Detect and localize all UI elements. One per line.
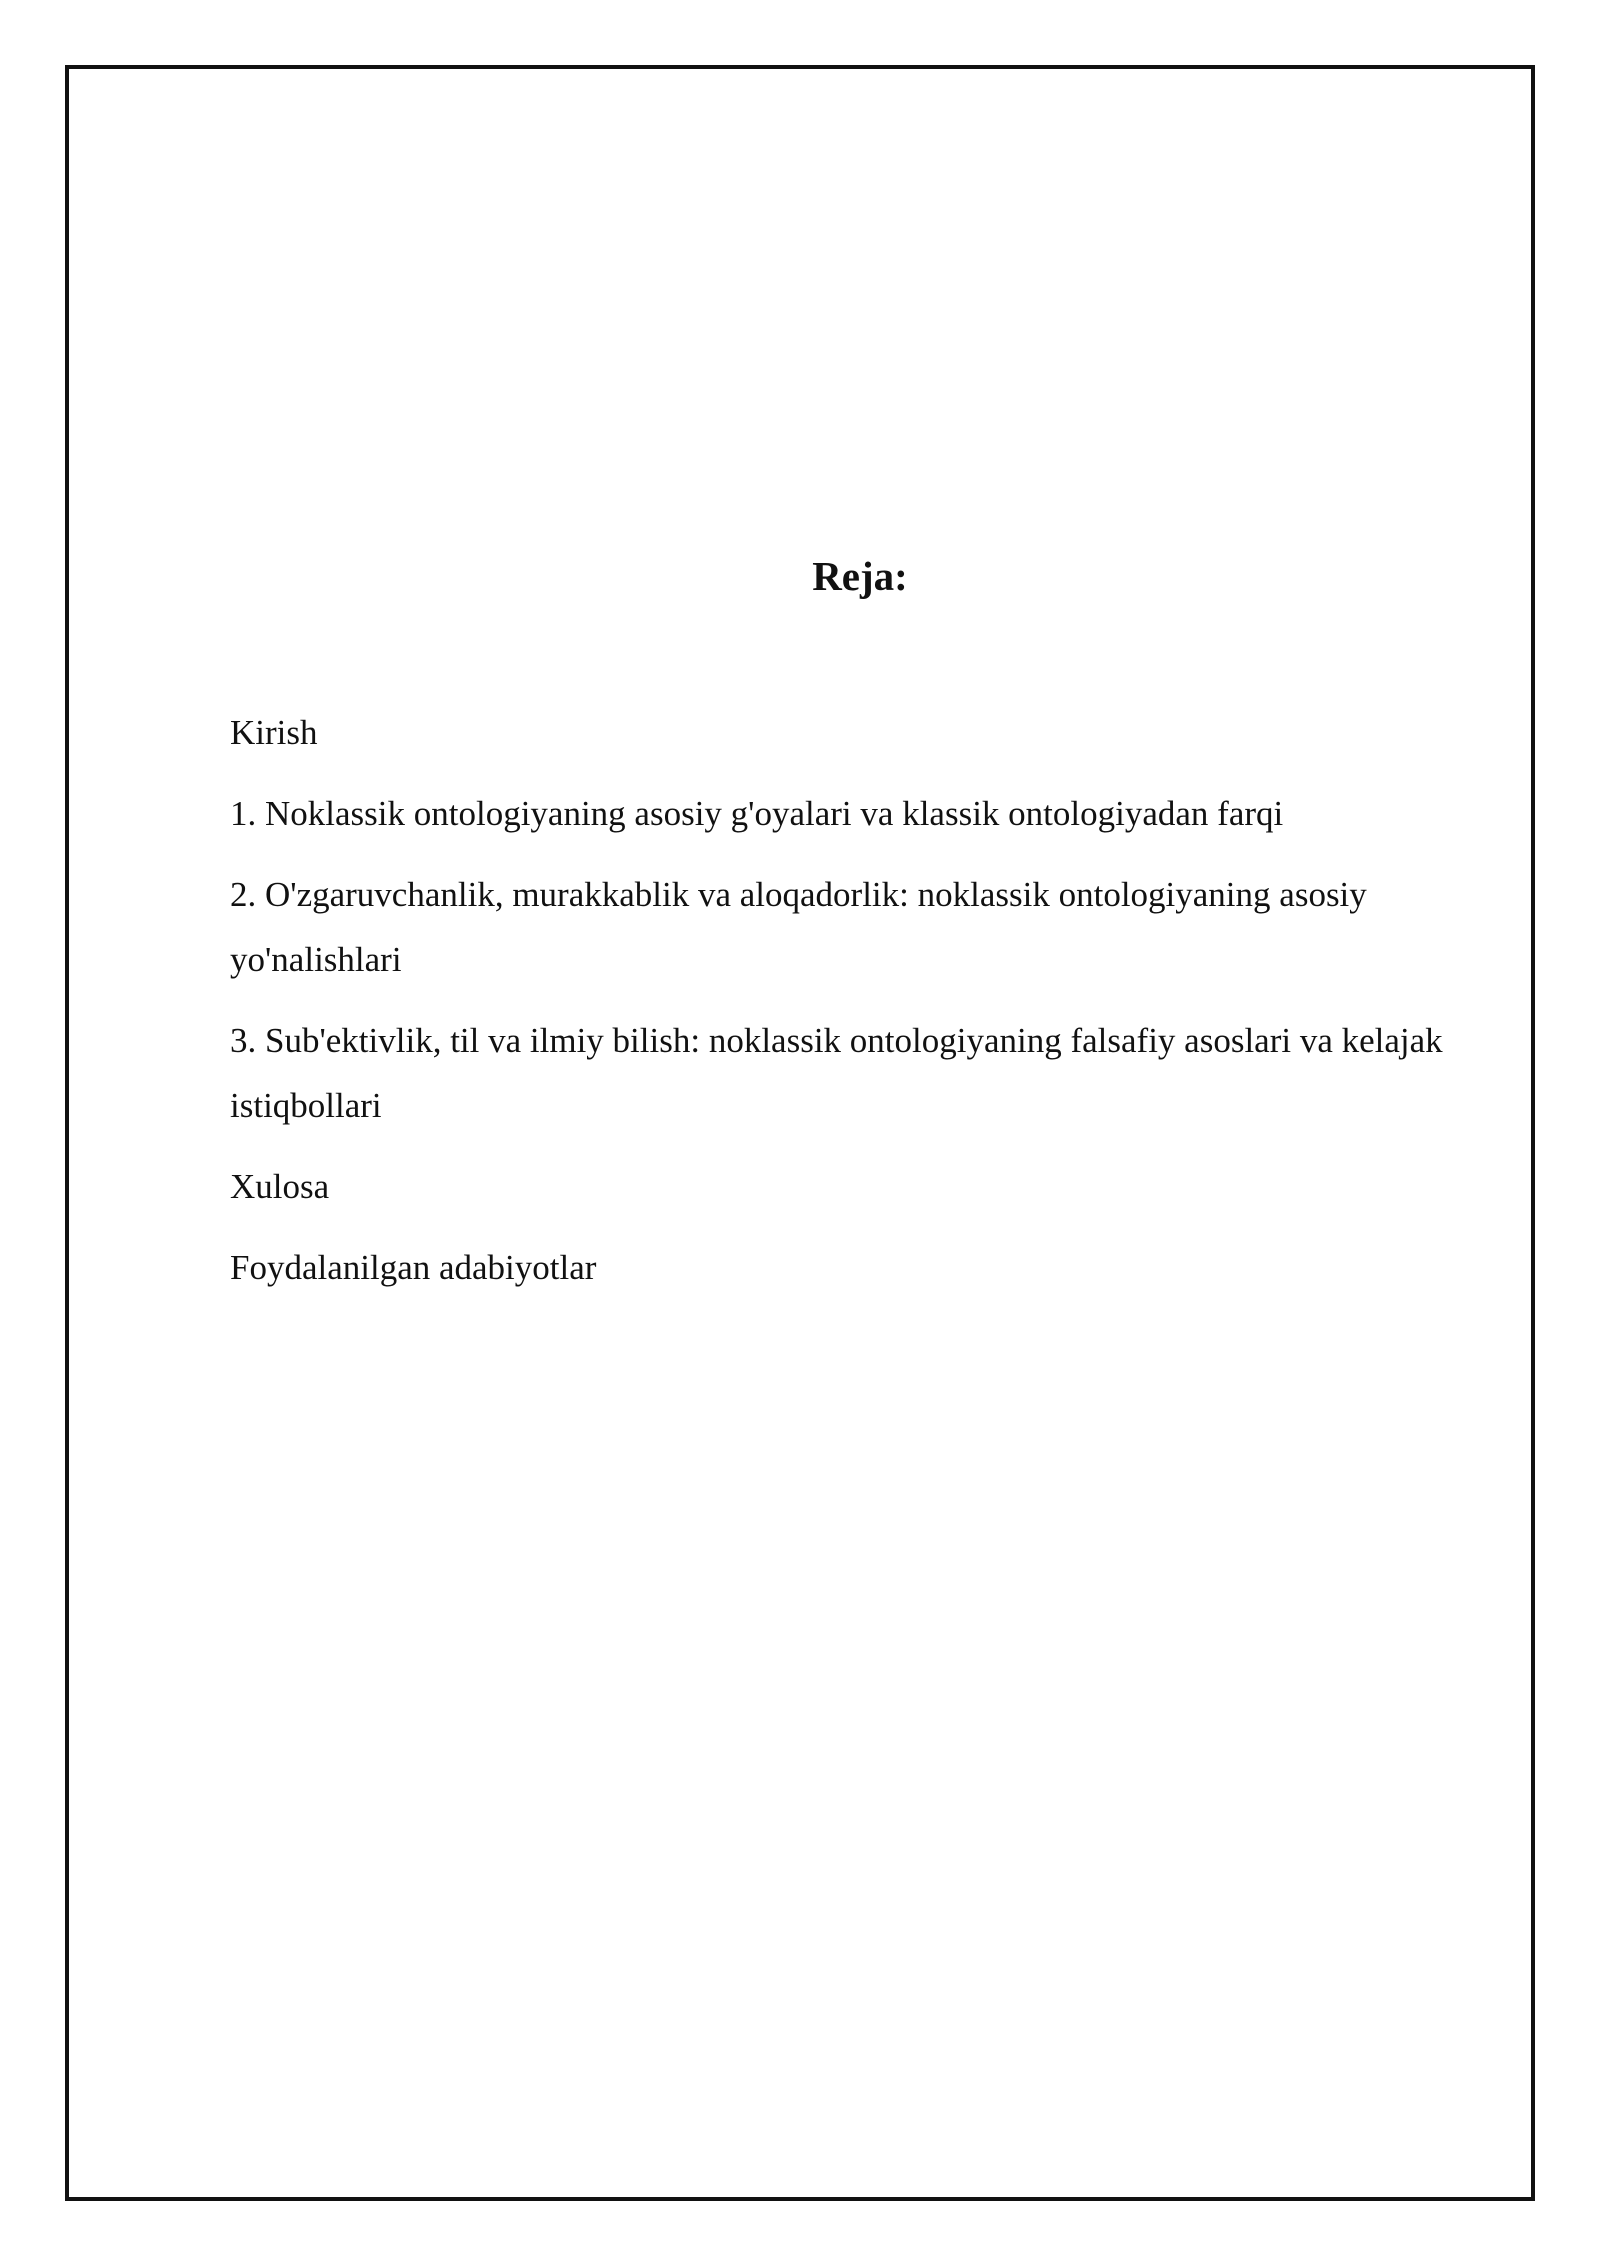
plan-list <box>230 700 1470 1316</box>
plan-item-3: 3. Sub'ektivlik, til va ilmiy bilish: noklassik ontologiyaning falsafiy asoslari va kelajak istiqbollari <box>230 1021 1443 1125</box>
page-title: Reja: <box>812 553 908 599</box>
plan-item-2: 2. O'zgaruvchanlik, murakkablik va aloqadorlik: noklassik ontologiyaning asosiy yo'nalishlari <box>230 875 1367 979</box>
plan-item-conclusion: Xulosa <box>230 1167 330 1206</box>
plan-item-1: 1. Noklassik ontologiyaning asosiy g'oyalari va klassik ontologiyadan farqi <box>230 794 1284 833</box>
plan-item-references: Foydalanilgan adabiyotlar <box>230 1248 597 1287</box>
plan-item-introduction: Kirish <box>230 713 318 752</box>
